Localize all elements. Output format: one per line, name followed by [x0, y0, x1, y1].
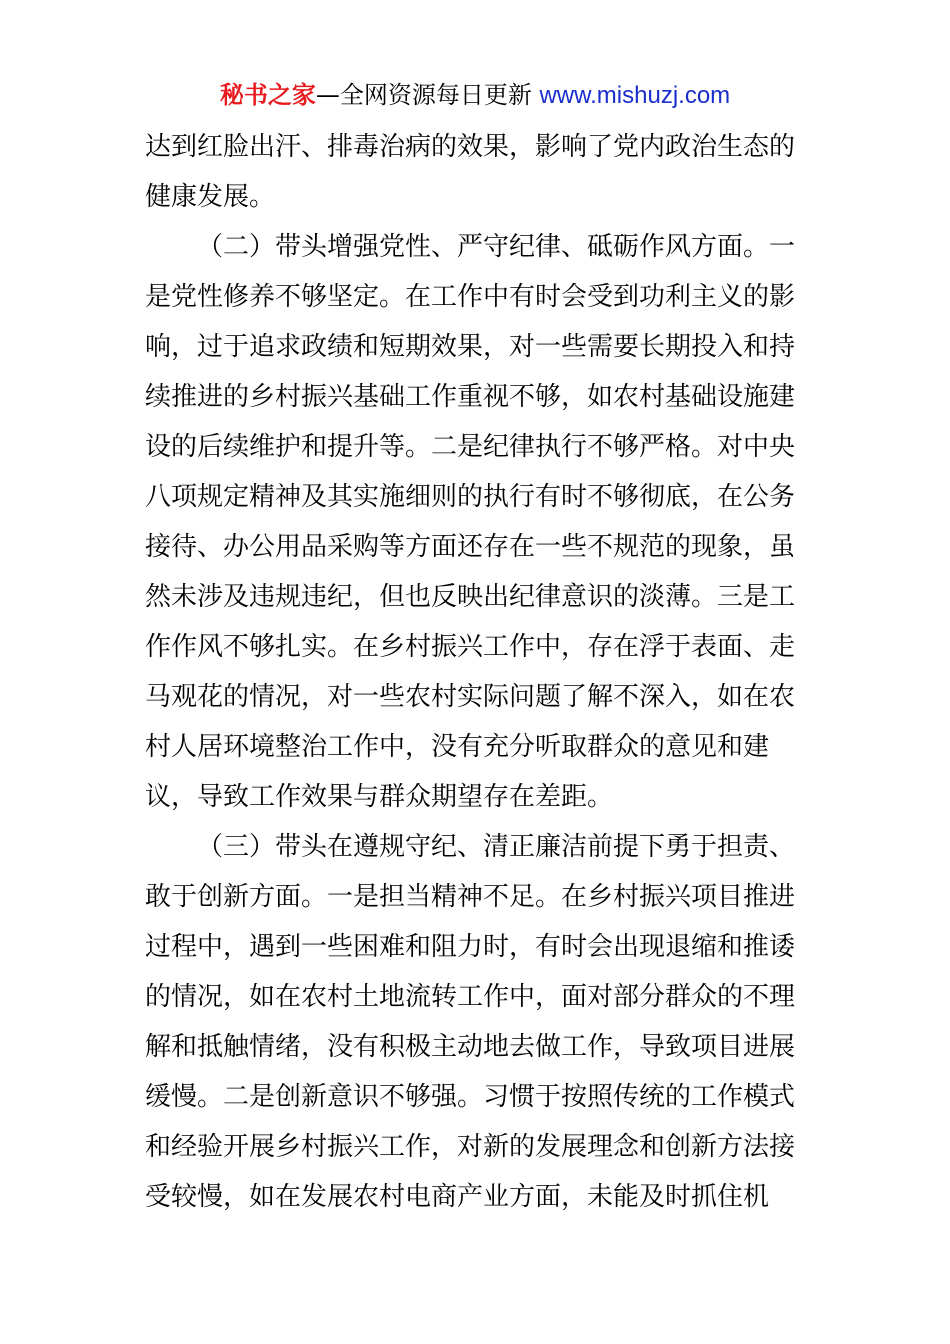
text-line: 缓慢。二是创新意识不够强。习惯于按照传统的工作模式: [145, 1082, 796, 1112]
text-line: 村人居环境整治工作中，没有充分听取群众的意见和建: [145, 732, 770, 762]
document-body: [145, 122, 815, 1222]
text-line: 作作风不够扎实。在乡村振兴工作中，存在浮于表面、走: [145, 632, 796, 662]
text-line: 敢于创新方面。一是担当精神不足。在乡村振兴项目推进: [145, 882, 796, 912]
text-line: 健康发展。: [145, 182, 276, 212]
site-header: [0, 78, 950, 113]
site-url-link[interactable]: www.mishuzj.com: [539, 82, 731, 109]
text-line: 续推进的乡村振兴基础工作重视不够，如农村基础设施建: [145, 382, 796, 412]
text-line: 达到红脸出汗、排毒治病的效果，影响了党内政治生态的: [145, 132, 796, 162]
text-line: 响，过于追求政绩和短期效果，对一些需要长期投入和持: [145, 332, 796, 362]
text-line: 设的后续维护和提升等。二是纪律执行不够严格。对中央: [145, 432, 796, 462]
site-brand: 秘书之家: [219, 81, 316, 109]
text-line: 的情况，如在农村土地流转工作中，面对部分群众的不理: [145, 982, 796, 1012]
text-line: 解和抵触情绪，没有积极主动地去做工作，导致项目进展: [145, 1032, 796, 1062]
site-tagline: —全网资源每日更新: [315, 81, 540, 109]
text-line: 接待、办公用品采购等方面还存在一些不规范的现象，虽: [145, 532, 796, 562]
text-line: 和经验开展乡村振兴工作，对新的发展理念和创新方法接: [145, 1132, 796, 1162]
text-line: 马观花的情况，对一些农村实际问题了解不深入，如在农: [145, 682, 796, 712]
text-line: 是党性修养不够坚定。在工作中有时会受到功利主义的影: [145, 282, 796, 312]
text-line: （三）带头在遵规守纪、清正廉洁前提下勇于担责、: [197, 832, 796, 862]
text-line: （二）带头增强党性、严守纪律、砥砺作风方面。一: [197, 232, 796, 262]
text-line: 议，导致工作效果与群众期望存在差距。: [145, 782, 614, 812]
text-line: 然未涉及违规违纪，但也反映出纪律意识的淡薄。三是工: [145, 582, 796, 612]
text-line: 过程中，遇到一些困难和阻力时，有时会出现退缩和推诿: [145, 932, 796, 962]
text-line: 受较慢，如在发展农村电商产业方面，未能及时抓住机: [145, 1182, 770, 1212]
text-line: 八项规定精神及其实施细则的执行有时不够彻底，在公务: [145, 482, 796, 512]
